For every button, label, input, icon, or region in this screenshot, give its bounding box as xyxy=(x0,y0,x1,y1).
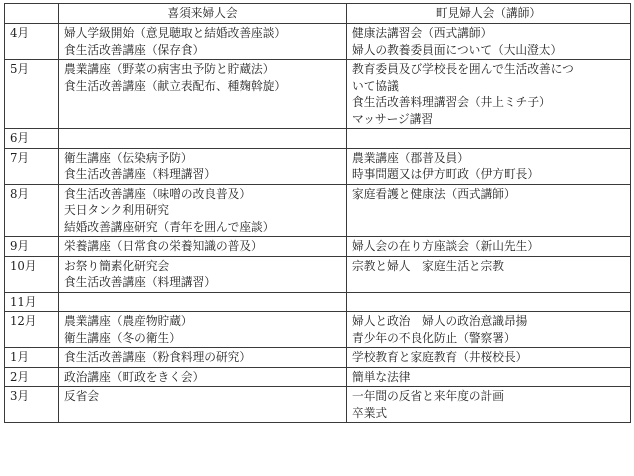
month-cell: 2月 xyxy=(5,367,59,387)
machimi-activity: 宗教と婦人 家庭生活と宗教 xyxy=(352,258,504,273)
kisuki-activity: 食生活改善講座（粉食料理の研究） xyxy=(64,350,252,364)
kisuki-activities-cell xyxy=(59,256,347,292)
kisuki-activities-cell xyxy=(59,60,347,129)
machimi-activity: 時事問題又は伊方町政（伊方町長） xyxy=(352,167,540,181)
lecture-schedule-table xyxy=(4,3,631,423)
machimi-activity: 食生活改善料理講習会（井上ミチ子） xyxy=(352,95,551,109)
kisuki-activity: 政治講座（町政をきく会） xyxy=(64,369,205,384)
kisuki-activity: 農業講座（農産物貯蔵） xyxy=(64,314,193,328)
table-row xyxy=(5,312,631,348)
kisuki-activity: 食生活改善講座（献立表配布、種麹斡旋） xyxy=(64,78,287,93)
machimi-activity: 農業講座（郡普及員） xyxy=(352,150,469,165)
month-cell: 7月 xyxy=(5,148,59,184)
machimi-activities-cell xyxy=(347,348,631,368)
machimi-activities-cell xyxy=(347,24,631,60)
kisuki-activities-cell xyxy=(59,237,347,257)
table-row xyxy=(5,237,631,257)
month-cell: 1月 xyxy=(5,348,59,368)
kisuki-activity: 衛生講座（伝染病予防） xyxy=(64,150,193,165)
machimi-activities-cell xyxy=(347,292,631,312)
machimi-activity: 学校教育と家庭教育（井桜校長） xyxy=(352,350,528,364)
kisuki-activity: 衛生講座（冬の衛生） xyxy=(64,330,181,345)
machimi-activity: 婦人会の在り方座談会（新山先生） xyxy=(352,239,540,253)
machimi-activities-cell xyxy=(347,237,631,257)
table-row xyxy=(5,348,631,368)
kisuki-activity: 天日タンク利用研究 xyxy=(64,203,169,217)
machimi-activities-cell xyxy=(347,60,631,129)
kisuki-activities-cell xyxy=(59,312,347,348)
table-row xyxy=(5,24,631,60)
kisuki-activity: お祭り簡素化研究会 xyxy=(64,258,170,273)
month-cell: 12月 xyxy=(5,312,59,348)
kisuki-activities-cell xyxy=(59,387,347,423)
kisuki-activity: 農業講座（野菜の病害虫予防と貯蔵法） xyxy=(64,62,275,76)
kisuki-activity: 食生活改善講座（味噌の改良普及） xyxy=(64,186,252,201)
machimi-activities-cell xyxy=(347,387,631,423)
table-row xyxy=(5,367,631,387)
month-cell: 6月 xyxy=(5,129,59,149)
month-cell: 10月 xyxy=(5,256,59,292)
table-row xyxy=(5,387,631,423)
month-cell: 5月 xyxy=(5,60,59,129)
month-cell: 3月 xyxy=(5,387,59,423)
month-cell: 4月 xyxy=(5,24,59,60)
machimi-activity: 婦人と政治 婦人の政治意識昂揚 xyxy=(352,314,528,328)
table-body xyxy=(5,24,631,423)
machimi-activities-cell xyxy=(347,256,631,292)
month-cell: 9月 xyxy=(5,237,59,257)
machimi-activity: 婦人の教養委員面について（大山澄太） xyxy=(352,42,563,57)
machimi-activity: 家庭看護と健康法（西式講師） xyxy=(352,186,516,201)
machimi-activities-cell xyxy=(347,184,631,237)
machimi-activity: いて協議 xyxy=(352,78,399,93)
kisuki-activity: 反省会 xyxy=(64,389,100,403)
machimi-activity: 青少年の不良化防止（警察署） xyxy=(352,330,516,345)
machimi-activity: 一年間の反省と来年度の計画 xyxy=(352,389,504,403)
machimi-activity: 健康法講習会（西式講師） xyxy=(352,26,493,40)
kisuki-activity: 結婚改善講座研究（青年を囲んで座談） xyxy=(64,219,275,234)
machimi-activity: マッサージ講習 xyxy=(352,111,434,126)
machimi-activities-cell xyxy=(347,367,631,387)
kisuki-activities-cell xyxy=(59,348,347,368)
kisuki-activities-cell xyxy=(59,148,347,184)
kisuki-activity: 栄養講座（日常食の栄養知識の普及） xyxy=(64,239,263,253)
kisuki-activities-cell xyxy=(59,184,347,237)
header-row xyxy=(5,4,631,24)
kisuki-activities-cell xyxy=(59,292,347,312)
kisuki-activities-cell xyxy=(59,24,347,60)
kisuki-activity: 婦人学級開始（意見聴取と結婚改善座談） xyxy=(64,26,287,40)
machimi-activities-cell xyxy=(347,312,631,348)
header-machimi: 町見婦人会（講師） xyxy=(347,4,631,24)
machimi-activity: 教育委員及び学校長を囲んで生活改善につ xyxy=(352,62,574,76)
kisuki-activity: 食生活改善講座（料理講習） xyxy=(64,275,216,289)
table-row xyxy=(5,148,631,184)
machimi-activity: 卒業式 xyxy=(352,405,388,420)
table-row xyxy=(5,129,631,149)
kisuki-activity: 食生活改善講座（保存食） xyxy=(64,42,205,57)
header-kisuki: 喜須来婦人会 xyxy=(59,4,347,24)
table-row xyxy=(5,184,631,237)
kisuki-activity: 食生活改善講座（料理講習） xyxy=(64,167,216,181)
table-row xyxy=(5,292,631,312)
machimi-activities-cell xyxy=(347,148,631,184)
machimi-activities-cell xyxy=(347,129,631,149)
kisuki-activities-cell xyxy=(59,129,347,149)
kisuki-activities-cell xyxy=(59,367,347,387)
header-month xyxy=(5,4,59,24)
month-cell: 11月 xyxy=(5,292,59,312)
machimi-activity: 簡単な法律 xyxy=(352,369,411,384)
month-cell: 8月 xyxy=(5,184,59,237)
table-row xyxy=(5,256,631,292)
table-row xyxy=(5,60,631,129)
